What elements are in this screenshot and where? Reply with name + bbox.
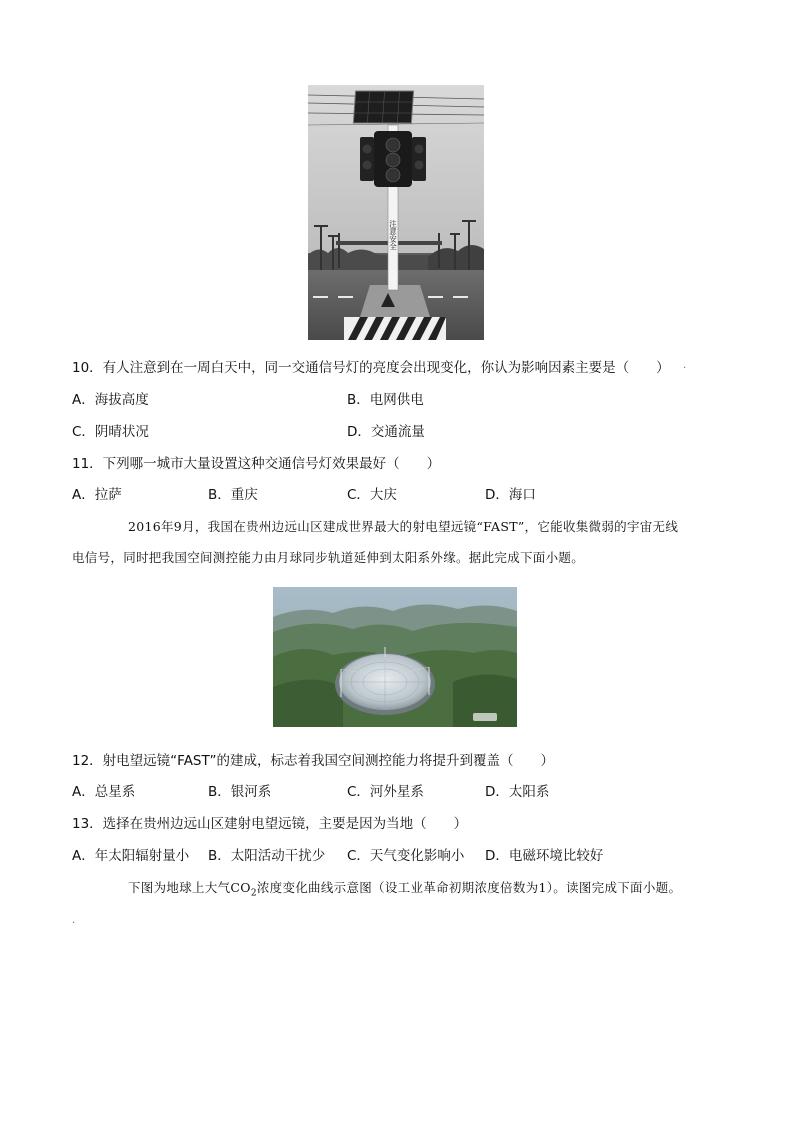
question-10-stem: 10．有人注意到在一周白天中，同一交通信号灯的亮度会出现变化，你认为影响因素主要是（ ） <box>72 360 670 376</box>
question-11-option-c: C．大庆 <box>347 487 397 503</box>
line-end-mark: · <box>683 363 687 374</box>
question-12-option-a: A．总星系 <box>72 784 136 800</box>
question-10-option-a: A．海拔高度 <box>72 392 149 408</box>
passage-co2-before: 下图为地球上大气CO <box>128 880 251 895</box>
question-13-option-d: D．电磁环境比较好 <box>485 848 604 864</box>
question-13-stem: 13．选择在贵州边远山区建射电望远镜，主要是因为当地（ ） <box>72 816 468 832</box>
question-12-option-d: D．太阳系 <box>485 784 550 800</box>
question-12-option-c: C．河外星系 <box>347 784 424 800</box>
traffic-light-illustration <box>308 85 484 340</box>
passage-co2-subscript: 2 <box>250 888 257 899</box>
question-10-option-d: D．交通流量 <box>347 424 425 440</box>
question-10-option-b: B．电网供电 <box>347 392 424 408</box>
question-12-stem: 12．射电望远镜“FAST”的建成，标志着我国空间测控能力将提升到覆盖（ ） <box>72 753 554 769</box>
passage-co2-after: 浓度变化曲线示意图（设工业革命初期浓度倍数为1）。读图完成下面小题。 <box>256 880 682 895</box>
passage-fast-line-1: 2016年9月，我国在贵州边远山区建成世界最大的射电望远镜“FAST”，它能收集微弱的宇宙无线 <box>128 519 679 534</box>
passage-fast-line-2: 电信号，同时把我国空间测控能力由月球同步轨道延伸到太阳系外缘。据此完成下面小题。 <box>72 550 585 565</box>
question-11-option-b: B．重庆 <box>208 487 258 503</box>
fast-telescope-photo <box>273 587 517 727</box>
question-11-option-d: D．海口 <box>485 487 536 503</box>
question-13-option-a: A．年太阳辐射量小 <box>72 848 190 864</box>
pole-sign-text: 注意安全 <box>388 220 398 250</box>
question-13-option-c: C．天气变化影响小 <box>347 848 465 864</box>
passage-co2-intro <box>128 879 681 903</box>
question-13-option-b: B．太阳活动干扰少 <box>208 848 326 864</box>
traffic-light-photo <box>308 85 484 340</box>
question-10-option-c: C．阴晴状况 <box>72 424 149 440</box>
paragraph-mark: · <box>72 918 76 929</box>
question-11-option-a: A．拉萨 <box>72 487 122 503</box>
fast-telescope-illustration <box>273 587 517 727</box>
question-12-option-b: B．银河系 <box>208 784 272 800</box>
question-11-stem: 11．下列哪一城市大量设置这种交通信号灯效果最好（ ） <box>72 456 441 472</box>
